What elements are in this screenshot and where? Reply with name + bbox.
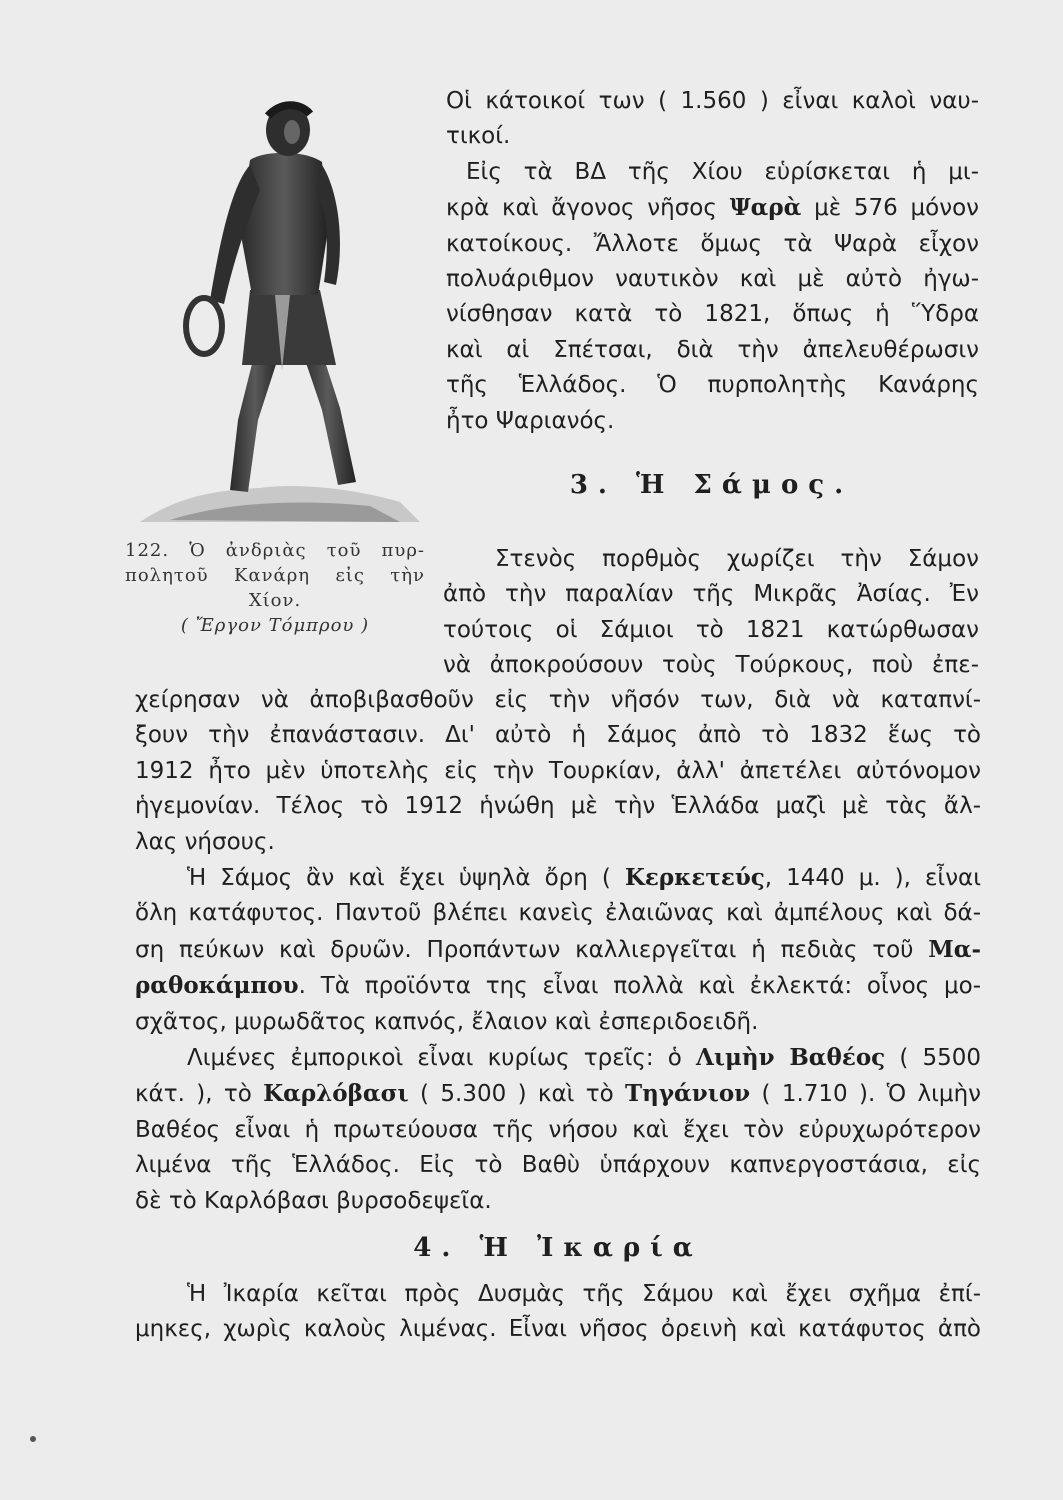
text-line — [446, 190, 979, 226]
text-line: καὶ αἱ Σπέτσαι, διὰ τὴν ἀπελευθέρωσιν — [446, 336, 979, 363]
paragraph-ikaria — [135, 1277, 981, 1348]
text-line: ἀπὸ τὴν παραλίαν τῆς Μικρᾶς Ἀσίας. Ἐν — [443, 581, 979, 608]
caption-credit: ( Ἔργον Τόμπρου ) — [180, 615, 370, 636]
paragraph-chios-inhabitants — [446, 84, 979, 439]
text-line: τικοί. — [446, 123, 511, 150]
text-line: δὲ τὸ Καρλόβασι βυρσοδεψεῖα. — [135, 1187, 492, 1214]
text-line: Στενὸς πορθμὸς χωρίζει τὴν Σάμον — [495, 546, 979, 572]
text-line: Εἰς τὰ ΒΔ τῆς Χίου εὑρίσκεται ἡ μι- — [466, 158, 979, 185]
text-span: , 1440 μ. ), εἶναι — [764, 865, 982, 892]
text-line: Οἱ κάτοικοί των ( 1.560 ) εἶναι καλοὶ ναυ- — [446, 88, 979, 114]
caption-line: 122. Ὁ ἀνδριὰς τοῦ πυρ- — [125, 540, 425, 561]
statue-photo — [140, 90, 440, 530]
text-line: κατοίκους. Ἄλλοτε ὅμως τὰ Ψαρὰ εἶχον — [446, 230, 979, 257]
text-span: κρὰ καὶ ἄγονος νῆσος — [446, 195, 730, 222]
text-line: πολυάριθμον ναυτικὸν καὶ μὲ αὐτὸ ἠγω- — [446, 266, 979, 293]
text-line: ὅλη κατάφυτος. Παντοῦ βλέπει κανεὶς ἐλαιῶνας καὶ ἀμπέλους καὶ δά- — [135, 900, 981, 927]
text-span: . Τὰ προϊόντα της εἶναι πολλὰ καὶ ἐκλεκτά: οἶνος μο- — [298, 973, 981, 1000]
text-span: κάτ. ), τὸ — [135, 1081, 264, 1108]
bold-term-karlovasi: Καρλόβασι — [263, 1080, 409, 1108]
text-span: ( 5.300 ) καὶ τὸ — [408, 1081, 626, 1108]
text-line: ἡγεμονίαν. Τέλος τὸ 1912 ἡνώθη μὲ τὴν Ἑλλάδα μαζὶ μὲ τὰς ἄλ- — [135, 793, 981, 820]
text-span: Ἡ Σάμος ἂν καὶ ἔχει ὑψηλὰ ὄρη ( — [187, 865, 625, 892]
text-line: τῆς Ἑλλάδος. Ὁ πυρπολητὴς Κανάρης — [446, 372, 979, 399]
text-line: τούτοις οἱ Σάμιοι τὸ 1821 κατώρθωσαν — [443, 616, 979, 643]
text-line: Ἡ Ἰκαρία κεῖται πρὸς Δυσμὰς τῆς Σάμου καὶ ἔχει σχῆμα ἐπί- — [187, 1281, 981, 1307]
text-line — [135, 860, 981, 896]
section-heading-ikaria: 4. Ἡ Ἰκαρία — [413, 1233, 703, 1263]
text-line — [135, 1076, 981, 1112]
text-line: ἦτο Ψαριανός. — [446, 407, 615, 434]
text-span: ( 5500 — [885, 1045, 981, 1072]
ink-speck — [30, 1436, 36, 1442]
caption-line: πολητοῦ Κανάρη εἰς τὴν — [125, 565, 425, 586]
text-line: λιμένα τῆς Ἑλλάδος. Εἰς τὸ Βαθὺ ὑπάρχουν καπνεργοστάσια, εἰς — [135, 1152, 981, 1179]
text-span: μὲ 576 μόνον — [801, 195, 979, 222]
paragraph-samos-main — [135, 683, 981, 1219]
text-line: 1912 ἦτο μὲν ὑποτελὴς εἰς τὴν Τουρκίαν, ἀλλ' ἀπετέλει αὐτόνομον — [135, 757, 981, 784]
text-line: λας νήσους. — [135, 828, 275, 855]
text-line — [135, 932, 981, 968]
text-line: μηκες, χωρὶς καλοὺς λιμένας. Εἶναι νῆσος ὀρεινὴ καὶ κατάφυτος ἀπὸ — [135, 1316, 981, 1343]
bold-term-limin-vatheos: Λιμὴν Βαθέος — [696, 1044, 886, 1072]
section-heading-samos: 3. Ἡ Σάμος. — [569, 470, 854, 500]
figure-caption — [125, 538, 425, 638]
text-line: νὰ ἀποκρούσουν τοὺς Τούρκους, ποὺ ἐπε- — [443, 652, 979, 679]
text-line — [135, 968, 981, 1004]
paragraph-samos-strait — [443, 542, 979, 684]
bold-term-marathokampos: Μα- — [928, 935, 981, 963]
bold-term-tiganion: Τηγάνιον — [625, 1080, 751, 1108]
text-span: Λιμένες ἐμπορικοὶ εἶναι κυρίως τρεῖς: ὁ — [187, 1045, 697, 1072]
bold-term-psara: Ψαρὰ — [729, 194, 802, 222]
caption-line: Χίον. — [248, 590, 302, 611]
text-span: ση πεύκων καὶ δρυῶν. Προπάντων καλλιεργεῖται ἡ πεδιὰς τοῦ — [135, 936, 929, 963]
text-line: χείρησαν νὰ ἀποβιβασθοῦν εἰς τὴν νῆσόν των, διὰ νὰ καταπνί- — [135, 687, 981, 713]
bold-term-marathokampos: ραθοκάμπου — [135, 972, 299, 1000]
text-line — [135, 1040, 981, 1076]
text-line: Βαθέος εἶναι ἡ πρωτεύουσα τῆς νήσου καὶ ἔχει τὸν εὐρυχωρότερον — [135, 1116, 981, 1143]
statue-illustration — [140, 90, 440, 530]
bold-term-kerketeus: Κερκετεύς — [624, 864, 765, 892]
text-line: ξουν τὴν ἐπανάστασιν. Δι' αὐτὸ ἡ Σάμος ἀπὸ τὸ 1832 ἕως τὸ — [135, 722, 981, 749]
text-line: νίσθησαν κατὰ τὸ 1821, ὅπως ἡ Ὕδρα — [446, 301, 979, 328]
text-span: ( 1.710 ). Ὁ λιμὴν — [750, 1081, 981, 1108]
text-line: σχᾶτος, μυρωδᾶτος καπνός, ἔλαιον καὶ ἐσπεριδοειδῆ. — [135, 1008, 759, 1035]
